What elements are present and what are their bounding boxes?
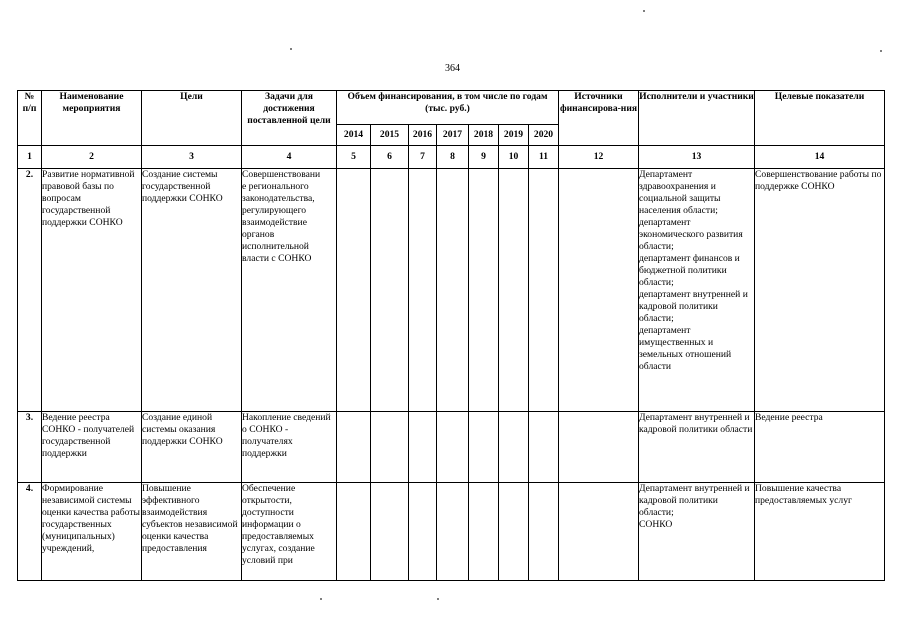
header-num: № п/п (18, 91, 42, 146)
header-year: 2018 (469, 125, 499, 146)
row-tasks: Накопление сведений о СОНКО - получателях поддержки (242, 412, 337, 483)
row-name: Ведение реестра СОНКО - получателей государственной поддержки (42, 412, 142, 483)
column-number: 4 (242, 146, 337, 169)
scan-speck (880, 50, 882, 52)
row-goals: Создание единой системы оказания поддержки СОНКО (142, 412, 242, 483)
column-number: 5 (337, 146, 371, 169)
row-goals: Повышение эффективного взаимодействия субъектов независимой оценки качества предоставления (142, 483, 242, 581)
row-number: 2. (18, 169, 42, 412)
cell-sources (559, 412, 639, 483)
cell-2016 (409, 483, 437, 581)
cell-2017 (437, 412, 469, 483)
column-number: 6 (371, 146, 409, 169)
column-number: 11 (529, 146, 559, 169)
cell-2018 (469, 412, 499, 483)
column-number: 8 (437, 146, 469, 169)
cell-2019 (499, 169, 529, 412)
row-number: 3. (18, 412, 42, 483)
header-executors: Исполнители и участники (639, 91, 755, 146)
cell-2016 (409, 169, 437, 412)
row-tasks: Совершенствовани е регионального законодательства, регулирующего взаимодействие органов исполнительной власти с СОНКО (242, 169, 337, 412)
column-number: 14 (755, 146, 885, 169)
cell-2017 (437, 169, 469, 412)
column-number: 1 (18, 146, 42, 169)
column-number: 3 (142, 146, 242, 169)
row-executors: Департамент здравоохранения и социальной защиты населения области; департамент экономического развития области; департамент финансов и бюджетной политики области; департамент внутренней и кадровой политики области; департамент имущественных и земельных отношений области (639, 169, 755, 412)
row-goals: Создание системы государственной поддержки СОНКО (142, 169, 242, 412)
header-year: 2015 (371, 125, 409, 146)
row-indicators: Совершенствование работы по поддержке СОНКО (755, 169, 885, 412)
row-executors: Департамент внутренней и кадровой политики области; СОНКО (639, 483, 755, 581)
cell-2018 (469, 483, 499, 581)
page-number: 364 (445, 63, 460, 74)
column-number: 7 (409, 146, 437, 169)
row-indicators: Ведение реестра (755, 412, 885, 483)
table-row (18, 412, 885, 483)
cell-2016 (409, 412, 437, 483)
cell-2015 (371, 483, 409, 581)
column-number: 10 (499, 146, 529, 169)
table-row (18, 483, 885, 581)
scan-speck (437, 598, 439, 600)
program-table (17, 90, 885, 581)
cell-2014 (337, 483, 371, 581)
scan-speck (643, 10, 645, 12)
cell-2020 (529, 169, 559, 412)
cell-sources (559, 483, 639, 581)
cell-2020 (529, 483, 559, 581)
cell-2015 (371, 169, 409, 412)
header-year: 2016 (409, 125, 437, 146)
scan-speck (290, 48, 292, 50)
row-number: 4. (18, 483, 42, 581)
cell-2020 (529, 412, 559, 483)
cell-2015 (371, 412, 409, 483)
row-name: Развитие нормативной правовой базы по вопросам государственной поддержки СОНКО (42, 169, 142, 412)
row-tasks: Обеспечение открытости, доступности информации о предоставляемых услугах, создание условий при (242, 483, 337, 581)
column-number: 2 (42, 146, 142, 169)
header-year: 2019 (499, 125, 529, 146)
header-goals: Цели (142, 91, 242, 146)
cell-2017 (437, 483, 469, 581)
cell-2014 (337, 412, 371, 483)
column-number: 13 (639, 146, 755, 169)
row-name: Формирование независимой системы оценки качества работы государственных (муниципальных) учреждений, (42, 483, 142, 581)
cell-2019 (499, 412, 529, 483)
column-number: 9 (469, 146, 499, 169)
column-number: 12 (559, 146, 639, 169)
header-tasks: Задачи для достижения поставленной цели (242, 91, 337, 146)
row-executors: Департамент внутренней и кадровой политики области (639, 412, 755, 483)
table-row (18, 169, 885, 412)
cell-sources (559, 169, 639, 412)
scan-speck (320, 598, 322, 600)
row-indicators: Повышение качества предоставляемых услуг (755, 483, 885, 581)
cell-2019 (499, 483, 529, 581)
cell-2018 (469, 169, 499, 412)
header-sources: Источники финансирова-ния (559, 91, 639, 146)
cell-2014 (337, 169, 371, 412)
header-volume: Объем финансирования, в том числе по годам (тыс. руб.) (337, 91, 559, 125)
header-year: 2014 (337, 125, 371, 146)
header-year: 2020 (529, 125, 559, 146)
header-indicators: Целевые показатели (755, 91, 885, 146)
header-name: Наименование мероприятия (42, 91, 142, 146)
header-year: 2017 (437, 125, 469, 146)
